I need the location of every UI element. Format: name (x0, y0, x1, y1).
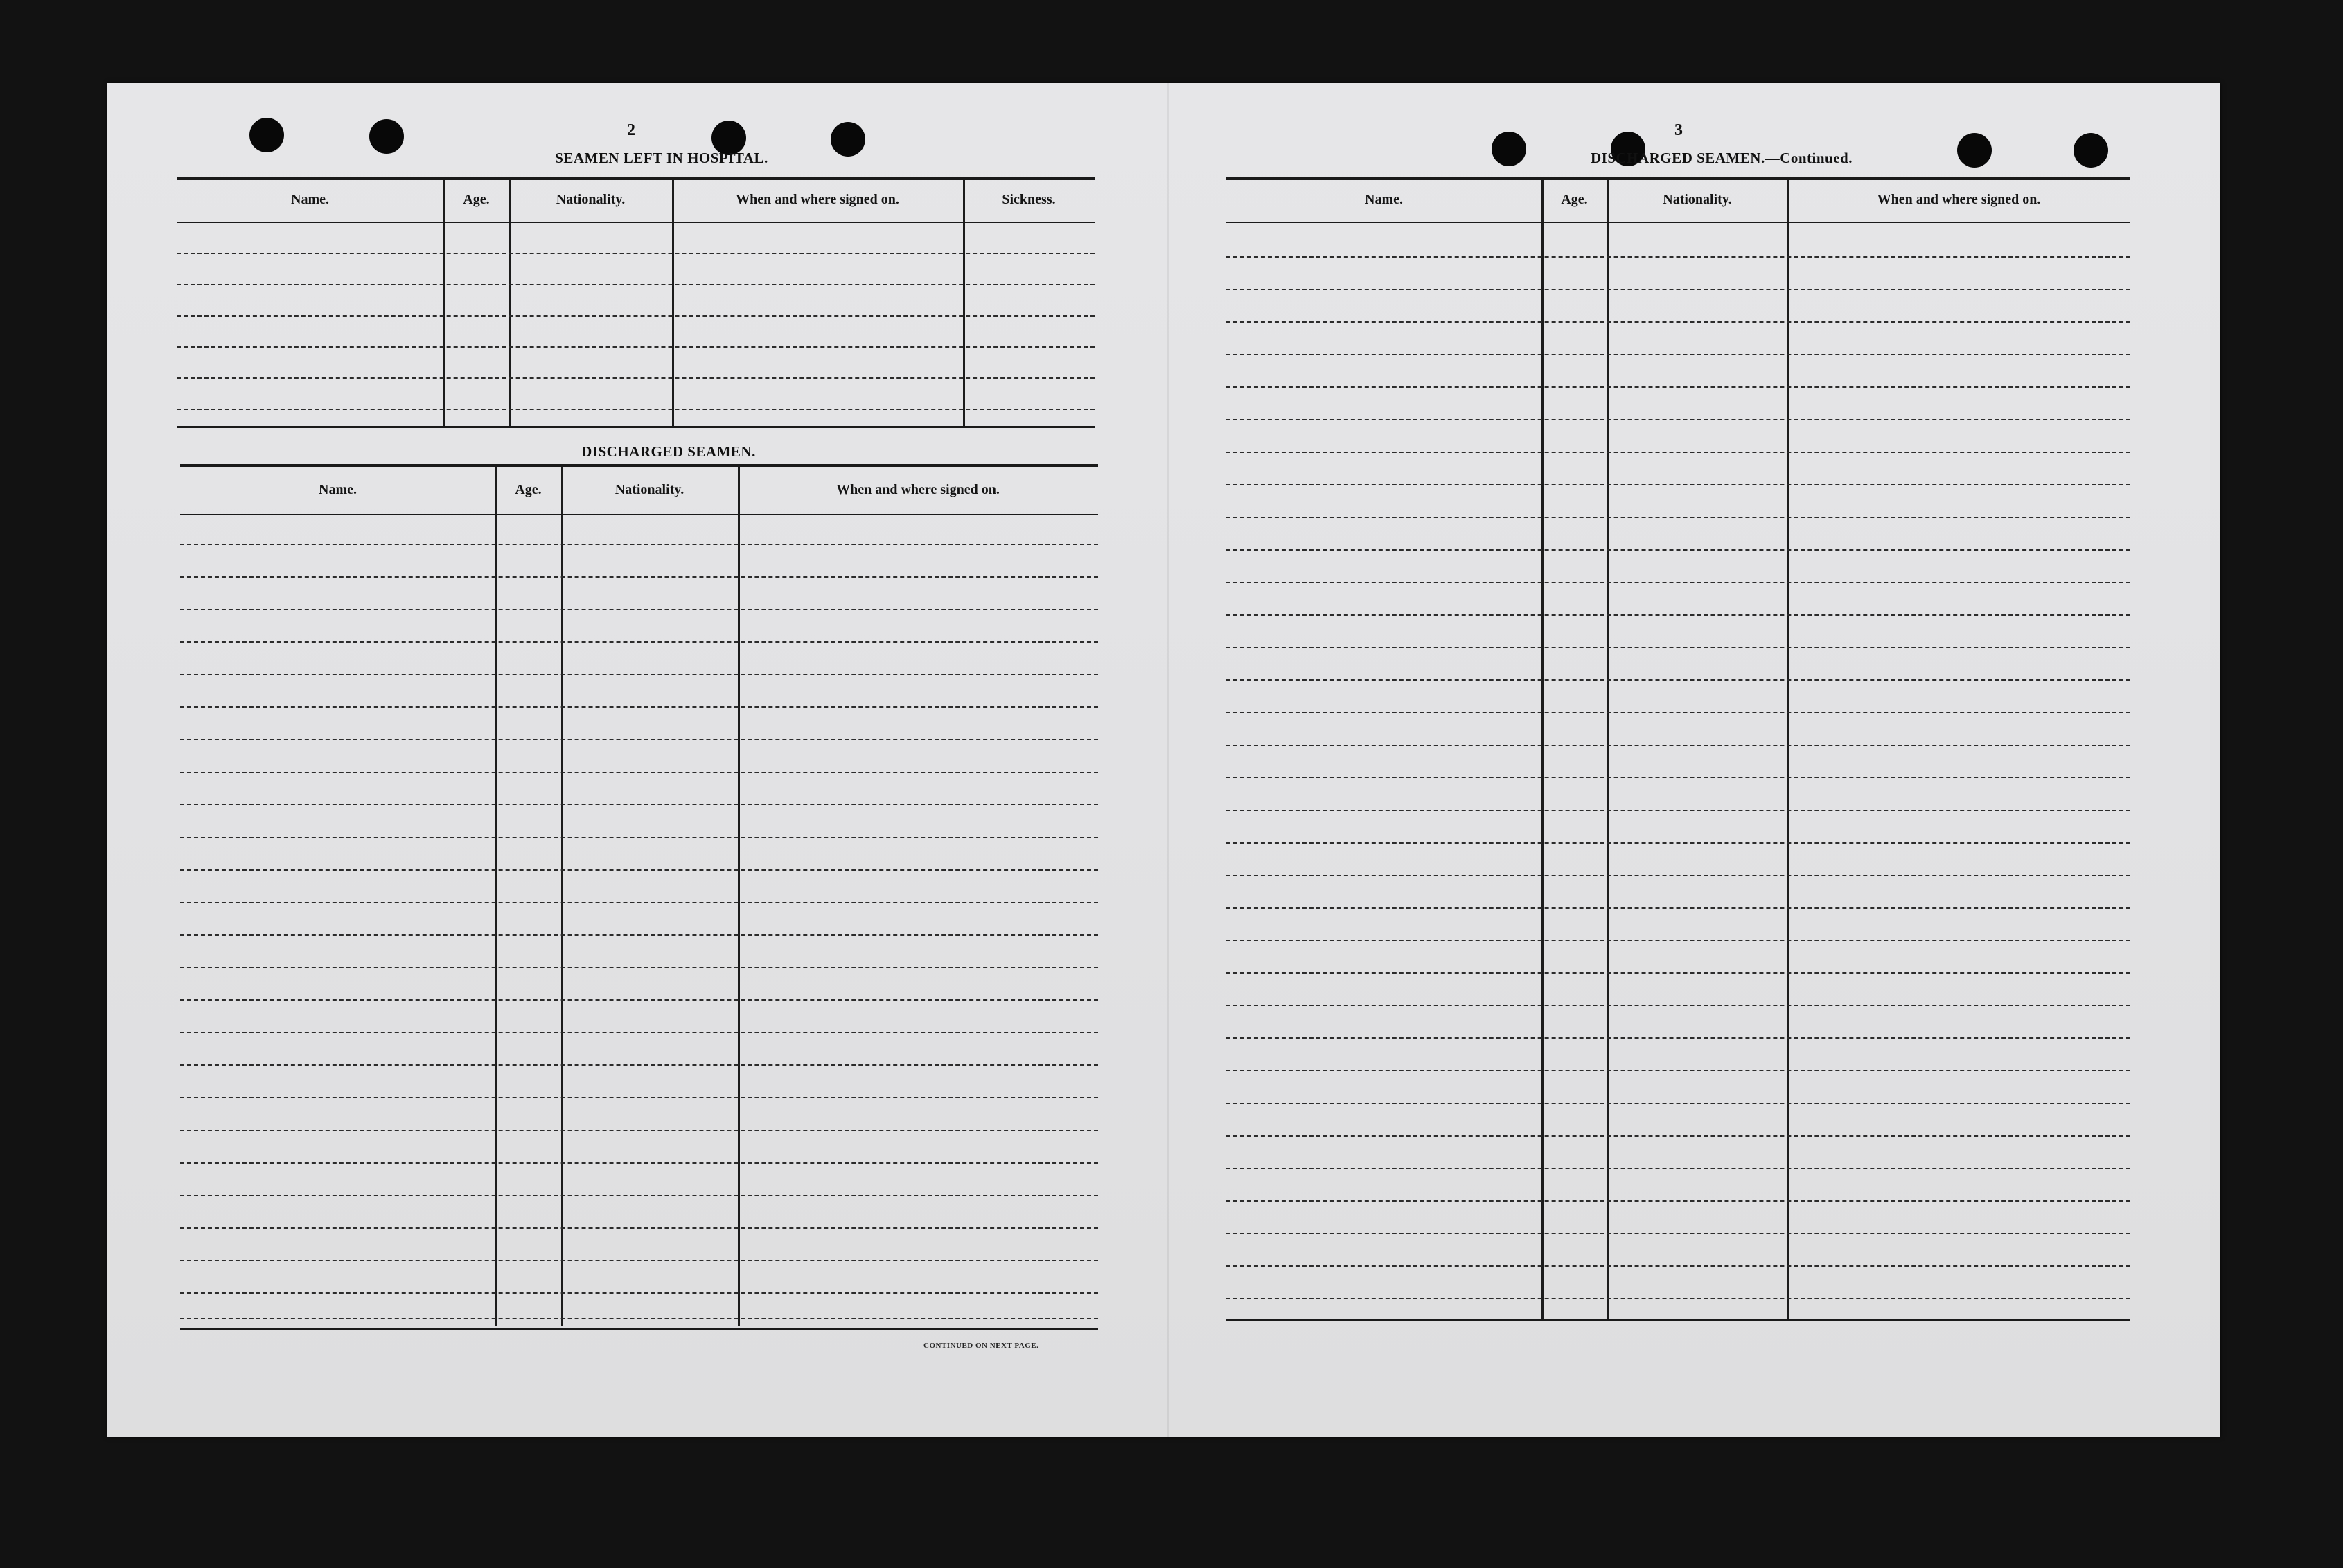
entry-line (1226, 940, 2130, 941)
entry-line (1226, 842, 2130, 844)
entry-line (1226, 582, 2130, 583)
entry-line (1226, 745, 2130, 746)
entry-line (1226, 1265, 2130, 1267)
entry-line (177, 284, 1095, 285)
entry-line (177, 409, 1095, 410)
continued-note: CONTINUED ON NEXT PAGE. (923, 1342, 1039, 1350)
entry-line (180, 934, 1098, 936)
col-nationality: Nationality. (1663, 192, 1732, 207)
table-bottom-rule (180, 1328, 1098, 1330)
punch-hole (369, 119, 404, 154)
hospital-section-title: SEAMEN LEFT IN HOSPITAL. (555, 150, 768, 166)
column-divider (443, 180, 445, 426)
discharged-table (180, 464, 1098, 1337)
col-nationality: Nationality. (556, 192, 626, 207)
entry-line (180, 837, 1098, 838)
entry-line (180, 1032, 1098, 1033)
entry-line (1226, 1200, 2130, 1202)
entry-line (1226, 614, 2130, 616)
header-underline (177, 222, 1095, 223)
entry-line (1226, 289, 2130, 290)
punch-hole (249, 118, 284, 152)
entry-line (1226, 452, 2130, 453)
discharged-continued-table (1226, 177, 2130, 1423)
entry-line (177, 377, 1095, 379)
header-underline (180, 514, 1098, 515)
entry-line (180, 706, 1098, 708)
header-rule (1226, 177, 2130, 180)
col-sickness: Sickness. (1002, 192, 1056, 207)
right-page-number: 3 (1674, 121, 1683, 139)
entry-line (1226, 907, 2130, 909)
table-bottom-rule (1226, 1319, 2130, 1321)
col-when-where: When and where signed on. (1877, 192, 2041, 207)
entry-line (1226, 1298, 2130, 1299)
col-name: Name. (1365, 192, 1403, 207)
col-nationality: Nationality. (615, 482, 684, 497)
entry-line (180, 1064, 1098, 1066)
column-divider (1607, 180, 1609, 1319)
col-name: Name. (291, 192, 329, 207)
entry-line (180, 772, 1098, 773)
entry-line (180, 544, 1098, 545)
page-fold (1167, 83, 1169, 1437)
entry-line (177, 346, 1095, 348)
entry-line (180, 641, 1098, 643)
entry-line (1226, 484, 2130, 485)
entry-line (180, 1162, 1098, 1164)
entry-line (1226, 679, 2130, 681)
entry-line (1226, 1005, 2130, 1006)
entry-line (1226, 1103, 2130, 1104)
entry-line (180, 869, 1098, 871)
entry-line (1226, 1037, 2130, 1039)
discharged-section-title: DISCHARGED SEAMEN. (581, 443, 756, 460)
table-bottom-rule (177, 426, 1095, 428)
column-divider (1787, 180, 1789, 1319)
column-divider (495, 467, 497, 1326)
entry-line (180, 1227, 1098, 1229)
entry-line (1226, 321, 2130, 323)
entry-line (180, 739, 1098, 740)
entry-line (1226, 354, 2130, 355)
header-rule (177, 177, 1095, 180)
entry-line (1226, 777, 2130, 778)
header-rule (180, 464, 1098, 467)
col-when-where: When and where signed on. (736, 192, 899, 207)
punch-hole (831, 122, 865, 157)
entry-line (180, 1318, 1098, 1319)
entry-line (180, 674, 1098, 675)
column-divider (1541, 180, 1544, 1319)
entry-line (180, 1195, 1098, 1196)
header-underline (1226, 222, 2130, 223)
entry-line (180, 1097, 1098, 1098)
entry-line (1226, 256, 2130, 258)
discharged-continued-title: DISCHARGED SEAMEN.—Continued. (1591, 150, 1853, 166)
entry-line (1226, 1168, 2130, 1169)
entry-line (180, 999, 1098, 1001)
entry-line (1226, 549, 2130, 551)
col-name: Name. (319, 482, 357, 497)
col-age: Age. (515, 482, 542, 497)
column-divider (963, 180, 965, 426)
entry-line (177, 253, 1095, 254)
entry-line (180, 1130, 1098, 1131)
col-when-where: When and where signed on. (836, 482, 1000, 497)
entry-line (177, 315, 1095, 317)
punch-hole (2074, 133, 2108, 168)
entry-line (1226, 386, 2130, 388)
entry-line (180, 804, 1098, 805)
entry-line (180, 967, 1098, 968)
entry-line (1226, 1135, 2130, 1137)
column-divider (561, 467, 563, 1326)
column-divider (738, 467, 740, 1326)
col-age: Age. (1561, 192, 1588, 207)
entry-line (1226, 712, 2130, 713)
entry-line (180, 1260, 1098, 1261)
entry-line (180, 609, 1098, 610)
punch-hole (1957, 133, 1992, 168)
document-sheet (107, 83, 2220, 1437)
entry-line (1226, 810, 2130, 811)
column-divider (672, 180, 674, 426)
entry-line (1226, 875, 2130, 876)
entry-line (1226, 647, 2130, 648)
entry-line (1226, 517, 2130, 518)
column-divider (509, 180, 511, 426)
entry-line (1226, 1233, 2130, 1234)
col-age: Age. (463, 192, 490, 207)
entry-line (1226, 972, 2130, 974)
left-page-number: 2 (627, 121, 635, 139)
entry-line (180, 902, 1098, 903)
entry-line (1226, 419, 2130, 420)
entry-line (180, 576, 1098, 578)
entry-line (180, 1292, 1098, 1294)
entry-line (1226, 1070, 2130, 1071)
